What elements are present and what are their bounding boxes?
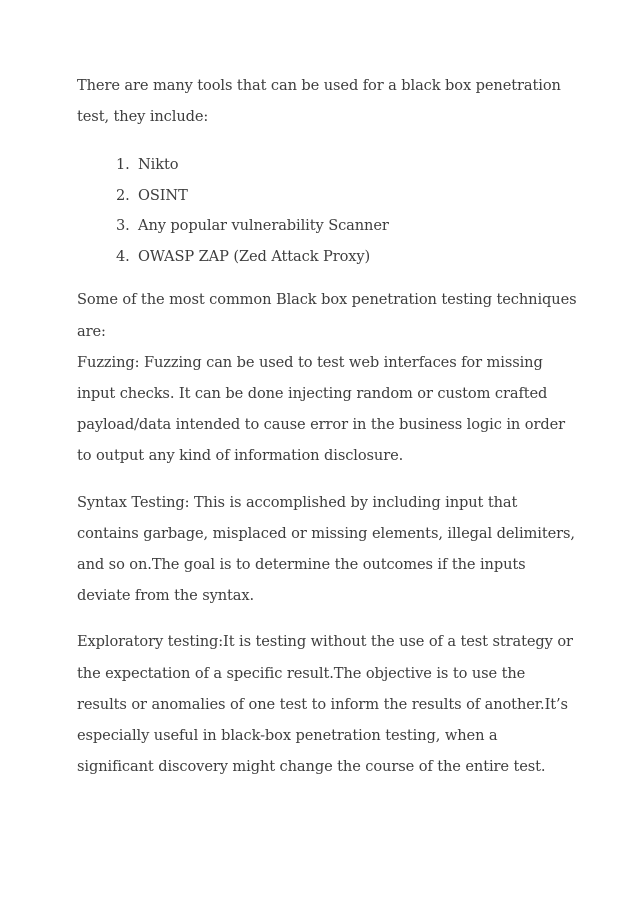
list-item-label: Any popular vulnerability Scanner <box>138 217 389 235</box>
techniques-intro-paragraph: Some of the most common Black box penetration testing techniques are: <box>77 291 577 340</box>
list-item-number: 1. <box>116 156 130 174</box>
list-item <box>116 150 577 181</box>
list-item <box>116 211 577 242</box>
document-body <box>77 70 577 782</box>
syntax-testing-paragraph: Syntax Testing: This is accomplished by including input that contains garbage, misplaced or missing elements, illegal delimiters, and so on.The goal is to determine the outcomes if the inputs deviate from the syntax. <box>77 493 575 605</box>
list-item <box>116 181 577 212</box>
list-item-number: 4. <box>116 247 130 265</box>
exploratory-testing-paragraph: Exploratory testing:It is testing without the use of a test strategy or the expectation of a specific result.The objective is to use the results or anomalies of one test to inform the results of another.It’s especially useful in black-box penetration testing, when a significant discovery might change the course of the entire test. <box>77 633 573 776</box>
list-item-number: 2. <box>116 186 130 204</box>
list-item-label: Nikto <box>138 156 179 174</box>
list-item-label: OSINT <box>138 186 188 204</box>
tools-list <box>77 150 577 272</box>
list-item <box>116 242 577 273</box>
intro-paragraph: There are many tools that can be used for a black box penetration test, they include: <box>77 77 561 126</box>
list-item-number: 3. <box>116 217 130 235</box>
fuzzing-paragraph: Fuzzing: Fuzzing can be used to test web interfaces for missing input checks. It can be done injecting random or custom crafted payload/data intended to cause error in the business logic in order to output any kind of information disclosure. <box>77 353 565 465</box>
list-item-label: OWASP ZAP (Zed Attack Proxy) <box>138 247 371 265</box>
